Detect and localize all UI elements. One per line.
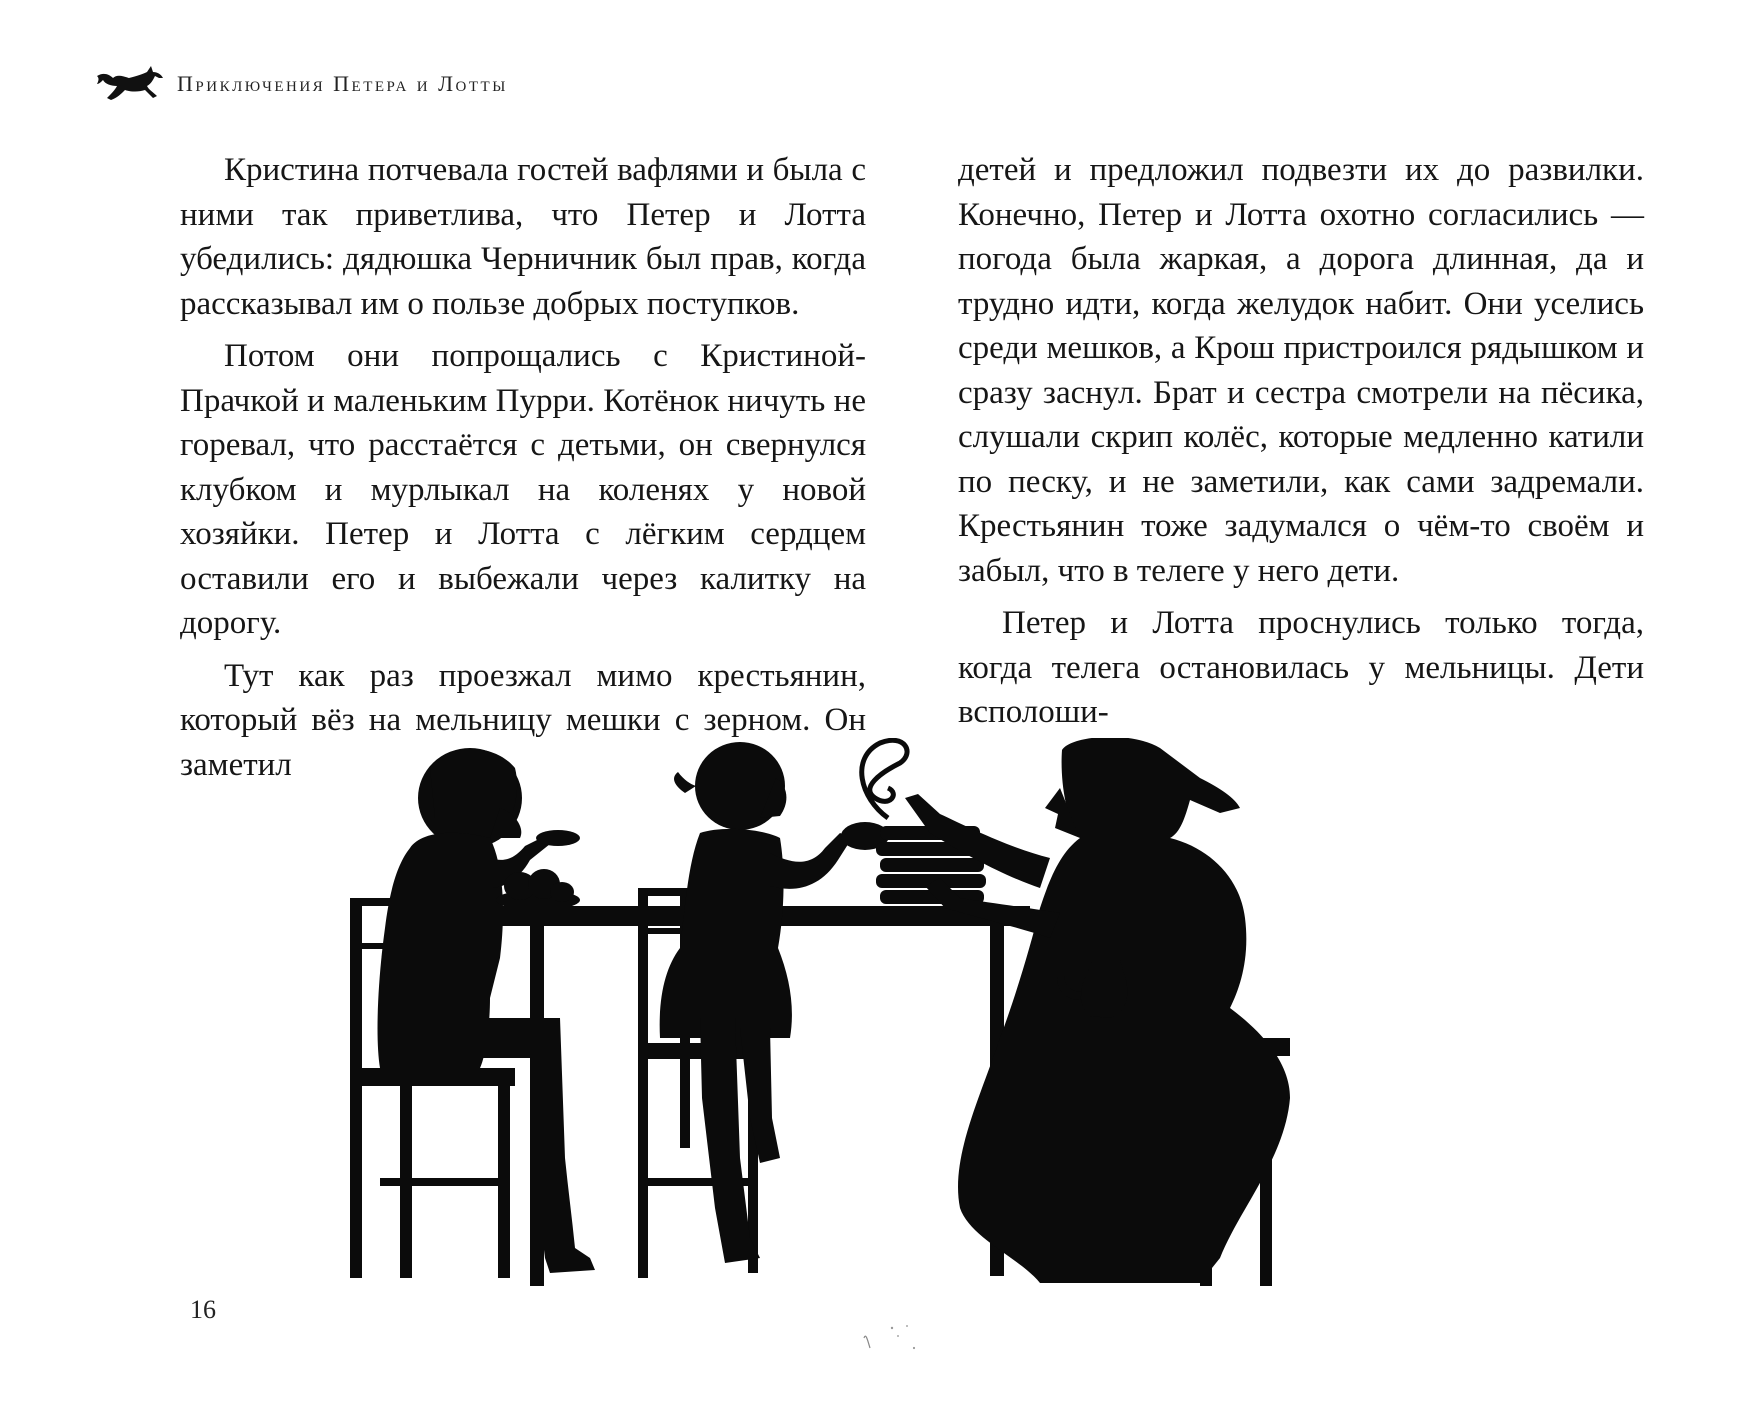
steam-swirl — [862, 740, 907, 818]
text-column-left — [180, 148, 866, 795]
paragraph: Тут как раз проезжал мимо крестьянин, который вёз на мельницу мешки с зерном. Он заметил — [180, 657, 866, 783]
paragraph: Потом они попрощались с Кристиной-Прачкой и маленьким Пурри. Котёнок ничуть не горевал, что расстаётся с детьми, он свернулся клубком и мурлыкал на коленях у новой хозяйки. Петер и Лотта с лёгким сердцем оставили его и выбежали через калитку на дорогу. — [180, 338, 866, 641]
paragraph: Кристина потчевала гостей вафлями и была с ними так приветлива, что Петер и Лотта убедились: дядюшка Черничник был прав, когда рассказывал им о пользе добрых поступков. — [180, 152, 866, 322]
page-number: 16 — [190, 1295, 216, 1324]
running-title: Приключения Петера и Лотты — [177, 71, 508, 96]
silhouette-illustration — [340, 738, 1420, 1298]
running-head — [95, 62, 508, 106]
paragraph: Петер и Лотта проснулись только тогда, когда телега остановилась у мельницы. Дети всполоши- — [958, 605, 1644, 730]
scan-artifact — [862, 1318, 922, 1358]
text-column-right — [958, 148, 1644, 743]
paragraph-continuation: детей и предложил подвезти их до развилки. Конечно, Петер и Лотта охотно согласились — погода была жаркая, а дорога длинная, да и трудно идти, когда желудок набит. Они уселись среди мешков, а Крош пристроился рядышком и сразу заснул. Брат и сестра смотрели на пёсика, слушали скрип колёс, которые медленно катили по песку, и не заметили, как сами задремали. Крестьянин тоже задумался о чём-то своём и забыл, что в телеге у него дети. — [958, 152, 1644, 589]
running-horse-icon — [95, 62, 165, 106]
